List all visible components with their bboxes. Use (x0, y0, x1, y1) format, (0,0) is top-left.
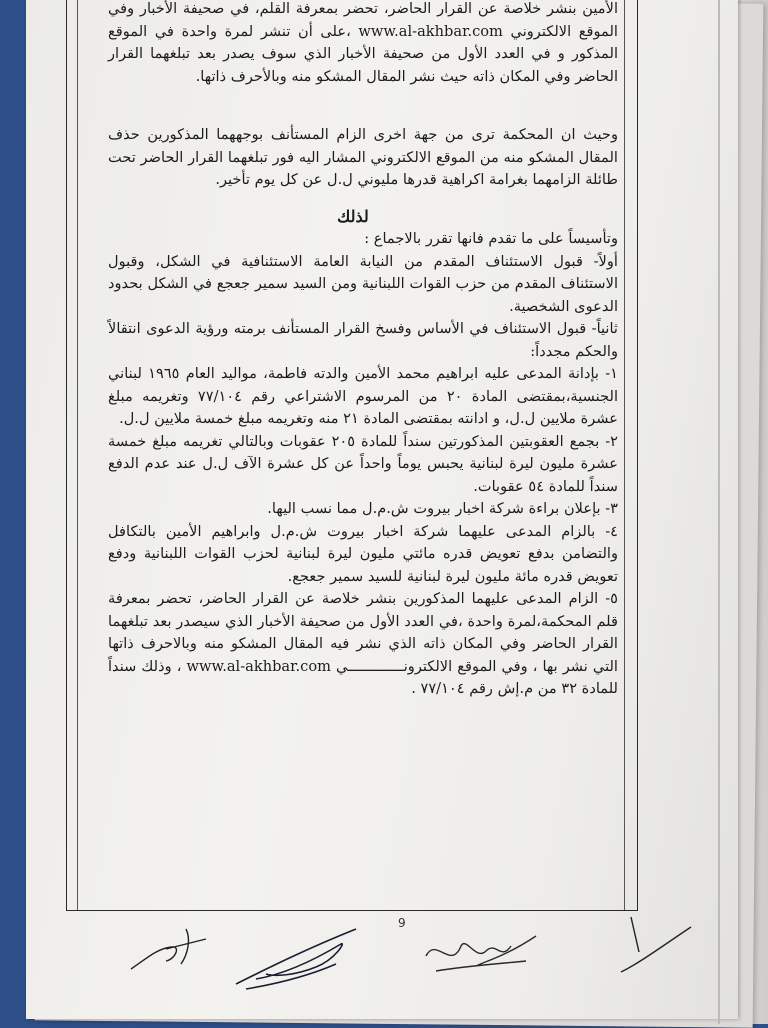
paragraph-deletion: وحيث ان المحكمة ترى من جهة اخرى الزام المستأنف بوجههما المذكورين حذف المقال المشكو منه من الموقع الالكتروني المشار اليه فور تبلغهما القرار الحاضر تحت طائلة الزامهما بغرامة اكراهية قدرها مليوني ل.ل عن كل يوم تأخير. (108, 126, 618, 188)
ruling-first: أولاً- قبول الاستئناف المقدم من النيابة العامة الاستئنافية في الشكل، وقبول الاستئناف المقدم من حزب القوات اللبنانية ومن السيد سمير جعجع في الشكل بحدود الدعوى الشخصية. (108, 252, 618, 315)
ruling-intro: وتأسيساً على ما تقدم فانها تقرر بالاجماع : (364, 230, 618, 247)
document-page (26, 0, 738, 1019)
ruling-item-4: ٤- بالزام المدعى عليهما شركة اخبار بيروت ش.م.ل وابراهيم الأمين بالتكافل والتضامن بدفع تعويض قدره مائتي مليون ليرة لبنانية لحزب القوات اللبنانية ودفع تعويض قدره مائة مليون ليرة لبنانية للسيد سمير جعجع. (108, 522, 618, 585)
page-number: 9 (398, 916, 406, 930)
signature-3 (416, 916, 546, 986)
signature-4 (611, 912, 701, 992)
ruling-item-5: ٥- الزام المدعى عليهما المذكورين بنشر خلاصة عن القرار الحاضر، تحضر بمعرفة قلم المحكمة،لمرة واحدة ،في العدد الأول من صحيفة الأخبار الذي سيصدر بعد تبلغهما القرار الحاضر وفي المكان ذاته الذي نشر فيه المقال المشكو منه وبالاحرف ذاتها التي نشر بها ، وفي الموقع الالكترونـــــــــــــي www.al-akhbar.com ، وذلك سنداً للمادة ٣٢ من م.إش رقم ٧٧/١٠٤ . (108, 590, 618, 697)
signature-2 (226, 919, 376, 999)
ruling-second: ثانياً- قبول الاستئناف في الأساس وفسخ القرار المستأنف برمته ورؤية الدعوى انتقالاً والحكم مجدداً: (108, 320, 618, 360)
document-body (108, 0, 618, 701)
ruling-item-3: ٣- بإعلان براءة شركة اخبار بيروت ش.م.ل مما نسب اليها. (267, 500, 618, 517)
ruling-item-2: ٢- بجمع العقوبتين المذكورتين سنداً للمادة ٢٠٥ عقوبات وبالتالي تغريمه مبلغ خمسة عشرة مليون ليرة لبنانية يحبس يوماً واحداً عن كل عشرة الآف ل.ل عند عدم الدفع سنداً للمادة ٥٤ عقوبات. (108, 432, 618, 495)
paragraph-publication: الأمين بنشر خلاصة عن القرار الحاضر، تحضر بمعرفة القلم، في صحيفة الأخبار وفي الموقع الالكتروني www.al-akhbar.com ،على أن تنشر لمرة واحدة في الموقع المذكور و في العدد الأول من صحيفة الأخبار الذي سوف يصدر بعد تبلغهما القرار الحاضر وفي المكان ذاته حيث نشر المقال المشكو منه وبالأحرف ذاتها. (108, 0, 618, 85)
signature-1 (126, 919, 216, 979)
ruling-item-1: ١- بإدانة المدعى عليه ابراهيم محمد الأمين والدته فاطمة، مواليد العام ١٩٦٥ لبناني الجنسية،بمقتضى المادة ٢٠ من المرسوم الاشتراعي رقم ٧٧/١٠٤ وتغريمه مبلغ عشرة ملايين ل.ل، و ادانته بمقتضى المادة ٢١ منه وتغريمه مبلغ خمسة ملايين ل.ل. (108, 365, 618, 427)
page-edge (718, 0, 720, 1024)
section-heading: لذلك (337, 206, 369, 226)
